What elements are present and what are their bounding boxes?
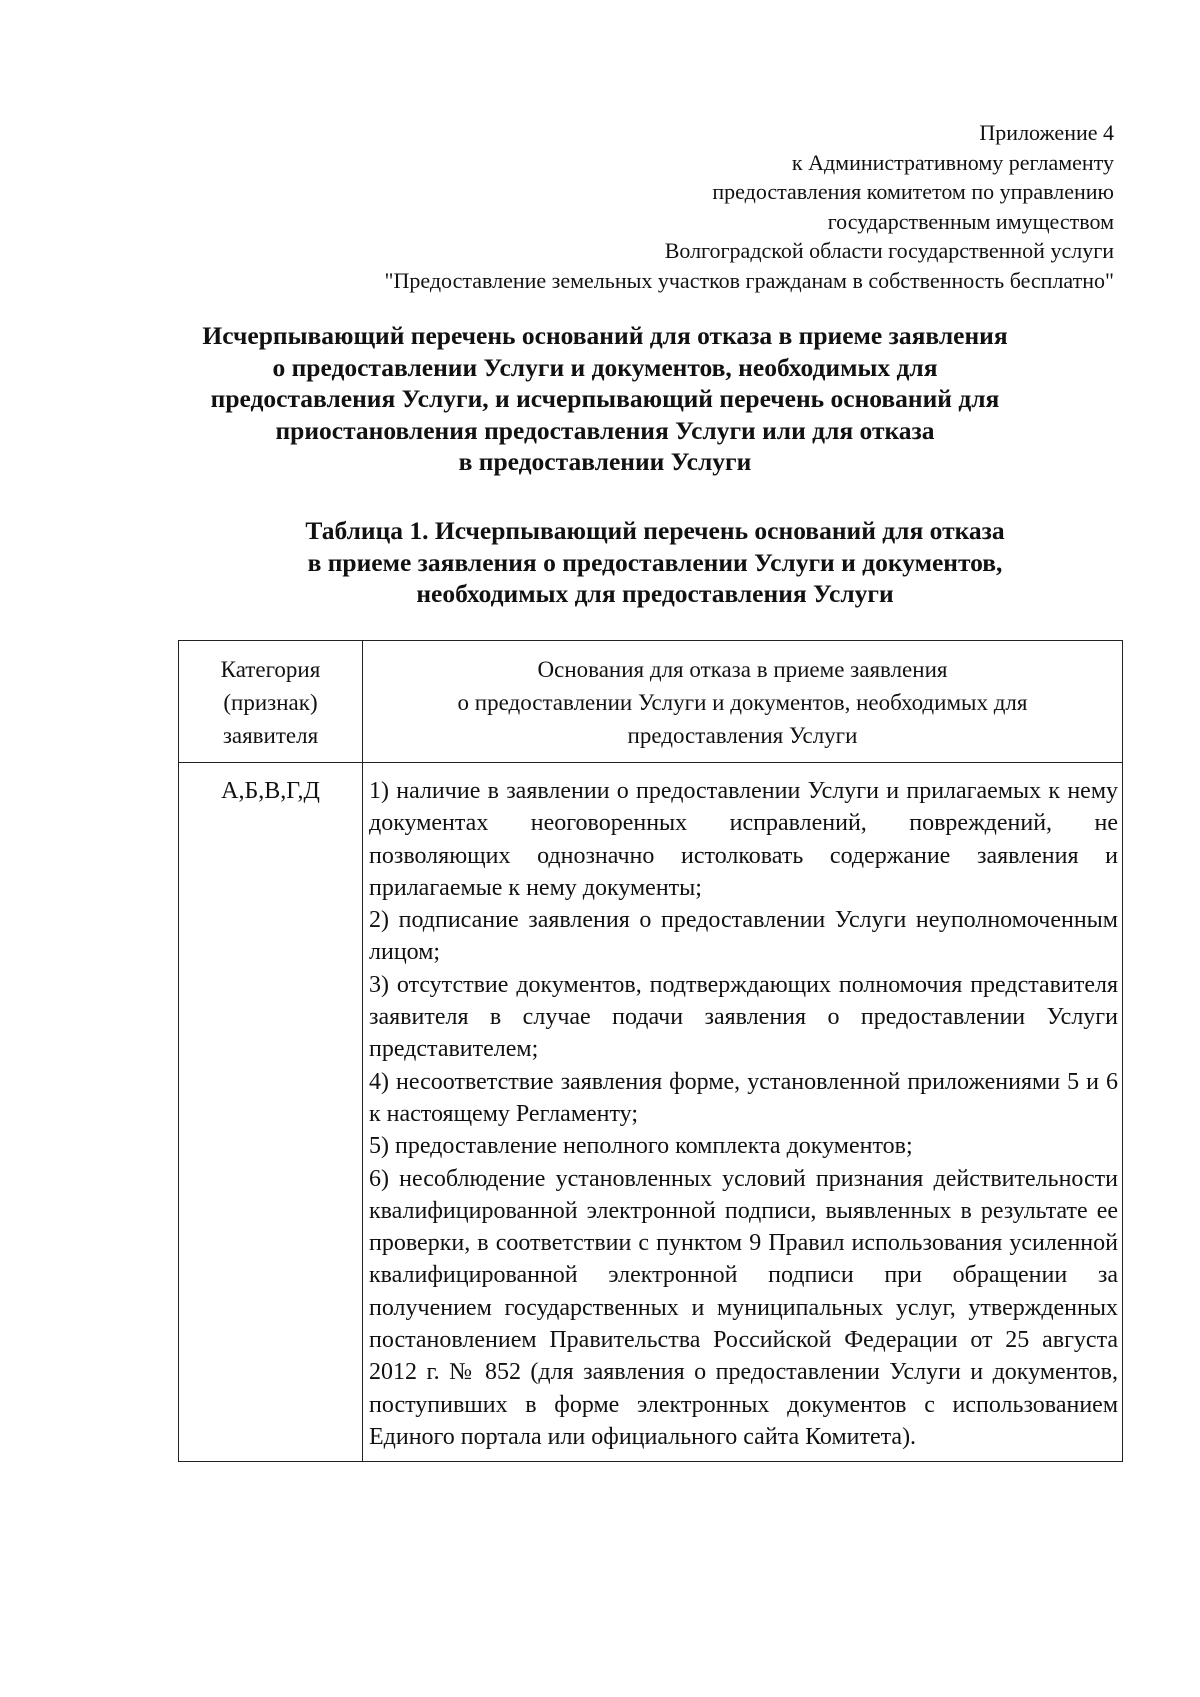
reason-item: 5) предоставление неполного комплекта документов; <box>369 1133 913 1160</box>
table-caption-line: в приеме заявления о предоставлении Услуги и документов, <box>307 547 1003 577</box>
table-caption-line: необходимых для предоставления Услуги <box>416 579 894 608</box>
reason-item: 6) несоблюдение установленных условий признания действительности квалифицированной электронной подписи, выявленных в результате ее проверки, в соответствии с пунктом 9 Правил использования усиленной квалифицированной электронной подписи при обращении за получением государственных и муниципальных услуг, утвержденных постановлением Правительства Российской Федерации от 25 августа 2012 г. № 852 (для заявления о предоставлении Услуги и документов, поступивших в форме электронных документов с использованием Единого портала или официального сайта Комитета). <box>369 1165 1118 1450</box>
table-row <box>179 763 1123 1462</box>
header-category-line: Категория <box>220 657 321 682</box>
appendix-line: Приложение 4 <box>979 120 1114 145</box>
title-line: Исчерпывающий перечень оснований для отказа в приеме заявления <box>202 321 1008 350</box>
table-caption <box>240 515 1070 610</box>
appendix-line: предоставления комитетом по управлению <box>712 179 1114 204</box>
appendix-line: "Предоставление земельных участков гражданам в собственность бесплатно" <box>384 267 1114 293</box>
header-category-line: заявителя <box>222 723 319 748</box>
header-reason-line: предоставления Услуги <box>627 723 858 748</box>
header-category <box>179 641 363 763</box>
appendix-line: Волгоградской области государственной услуги <box>664 238 1114 263</box>
reason-item: 3) отсутствие документов, подтверждающих полномочия представителя заявителя в случае подачи заявления о предоставлении Услуги представителем; <box>369 971 1118 1063</box>
title-line: о предоставлении Услуги и документов, необходимых для <box>272 352 938 382</box>
table-header-row <box>179 641 1123 763</box>
header-reason <box>363 641 1123 763</box>
category-cell: А,Б,В,Г,Д <box>179 763 363 1462</box>
reason-item: 4) несоответствие заявления форме, установленной приложениями 5 и 6 к настоящему Регламенту; <box>369 1068 1118 1127</box>
title-line: приостановления предоставления Услуги или для отказа <box>275 415 935 445</box>
appendix-line: государственным имуществом <box>827 208 1114 234</box>
reason-item: 1) наличие в заявлении о предоставлении Услуги и прилагаемых к нему документах неоговоренных исправлений, повреждений, не позволяющих однозначно истолковать содержание заявления и прилагаемые к нему документы; <box>369 778 1118 901</box>
grounds-table <box>178 640 1123 1462</box>
document-title <box>150 320 1060 478</box>
header-reason-line: Основания для отказа в приеме заявления <box>537 657 948 682</box>
title-line: в предоставлении Услуги <box>458 447 752 476</box>
appendix-reference <box>214 118 1114 295</box>
reasons-cell <box>363 763 1123 1462</box>
table-caption-line: Таблица 1. Исчерпывающий перечень оснований для отказа <box>305 516 1005 545</box>
reason-item: 2) подписание заявления о предоставлении Услуги неуполномоченным лицом; <box>369 907 1118 966</box>
header-reason-line: о предоставлении Услуги и документов, необходимых для <box>457 690 1028 715</box>
appendix-line: к Административному регламенту <box>791 149 1114 175</box>
title-line: предоставления Услуги, и исчерпывающий перечень оснований для <box>210 384 1000 413</box>
header-category-line: (признак) <box>223 690 318 715</box>
